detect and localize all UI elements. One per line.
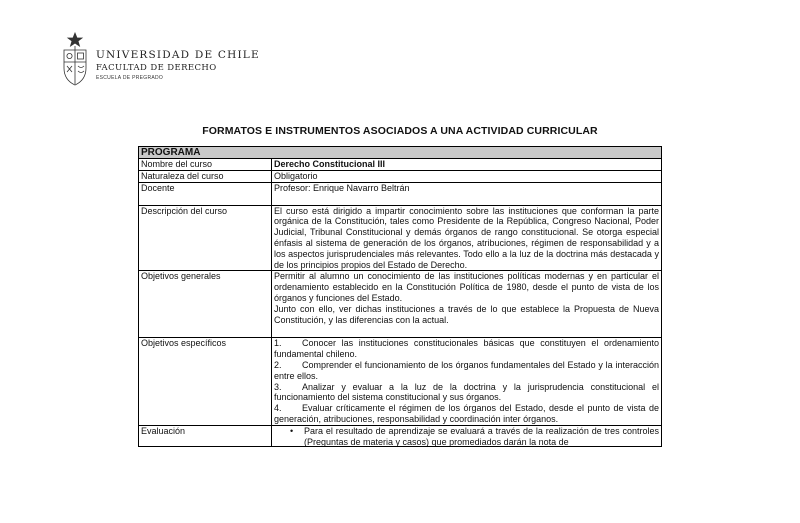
university-name: UNIVERSIDAD DE CHILE	[96, 49, 260, 61]
specific-objectives-value	[272, 338, 662, 425]
list-item	[274, 360, 659, 382]
program-table	[138, 146, 662, 447]
description-label: Descripción del curso	[139, 205, 272, 271]
list-item	[274, 338, 659, 360]
list-number: 4.	[274, 403, 282, 414]
list-item	[274, 403, 659, 425]
general-objectives-paragraph: Permitir al alumno un conocimiento de las instituciones políticas modernas y en particular el ordenamiento establecido en la Constitución Política de 1980, desde el punto de vista de los órganos y funciones del Estado.	[274, 271, 659, 303]
evaluation-list	[274, 426, 659, 446]
table-row	[139, 271, 662, 338]
list-number: 2.	[274, 359, 282, 370]
document-title: FORMATOS E INSTRUMENTOS ASOCIADOS A UNA ACTIVIDAD CURRICULAR	[202, 125, 598, 137]
table-row	[139, 159, 662, 171]
list-item: • Para el resultado de aprendizaje se evaluará a través de la realización de tres controles (Preguntas de materia y casos) que promediados darán la nota de	[304, 426, 659, 446]
list-text: Analizar y evaluar a la luz de la doctrina y la jurisprudencia constitucional el funcionamiento del sistema constitucional y sus órganos.	[274, 381, 659, 403]
list-number: 1.	[274, 338, 282, 349]
teacher-label: Docente	[139, 182, 272, 205]
evaluation-value	[272, 425, 662, 446]
program-heading: PROGRAMA	[139, 147, 662, 159]
table-row	[139, 182, 662, 205]
nature-label: Naturaleza del curso	[139, 170, 272, 182]
general-objectives-paragraph: Junto con ello, ver dichas instituciones a través de lo que establece la Propuesta de Nueva Constitución, y las diferencias con la actual.	[274, 303, 659, 325]
general-objectives-label: Objetivos generales	[139, 271, 272, 338]
university-logo	[60, 32, 260, 92]
description-value: El curso está dirigido a impartir conocimiento sobre las instituciones que conforman la parte orgánica de la Constitución, tales como Presidente de la República, Congreso Nacional, Poder Judicial, Tribunal Constitucional y demás órganos de rango constitucional. Se otorga especial énfasis al sistema de generación de los órganos, atribuciones, régimen de responsabilidad y a los aspectos jurisprudenciales más relevantes. Todo ello a la luz de la doctrina más destacada y de los principios propios del Estado de Derecho.	[272, 205, 662, 271]
table-row	[139, 170, 662, 182]
table-row	[139, 425, 662, 446]
course-name-value: Derecho Constitucional III	[272, 159, 662, 171]
list-text: Evaluar críticamente el régimen de los órganos del Estado, desde el punto de vista de generación, atribuciones, responsabilidad y coordinación inter órganos.	[274, 403, 659, 424]
list-text: Comprender el funcionamiento de los órganos fundamentales del Estado y la interacción entre ellos.	[274, 359, 659, 381]
list-item	[274, 382, 659, 404]
evaluation-label: Evaluación	[139, 425, 272, 446]
faculty-name: FACULTAD DE DERECHO	[96, 62, 217, 73]
nature-value: Obligatorio	[272, 170, 662, 182]
list-number: 3.	[274, 381, 282, 392]
table-heading-row	[139, 147, 662, 159]
teacher-value: Profesor: Enrique Navarro Beltrán	[272, 182, 662, 205]
university-crest-icon	[60, 32, 90, 88]
general-objectives-value	[272, 271, 662, 338]
table-row	[139, 338, 662, 425]
course-name-label: Nombre del curso	[139, 159, 272, 171]
school-name: ESCUELA DE PREGRADO	[96, 75, 164, 81]
specific-objectives-label: Objetivos específicos	[139, 338, 272, 425]
table-row	[139, 205, 662, 271]
list-text: Conocer las instituciones constitucionales básicas que constituyen el ordenamiento fundamental chileno.	[274, 338, 659, 360]
